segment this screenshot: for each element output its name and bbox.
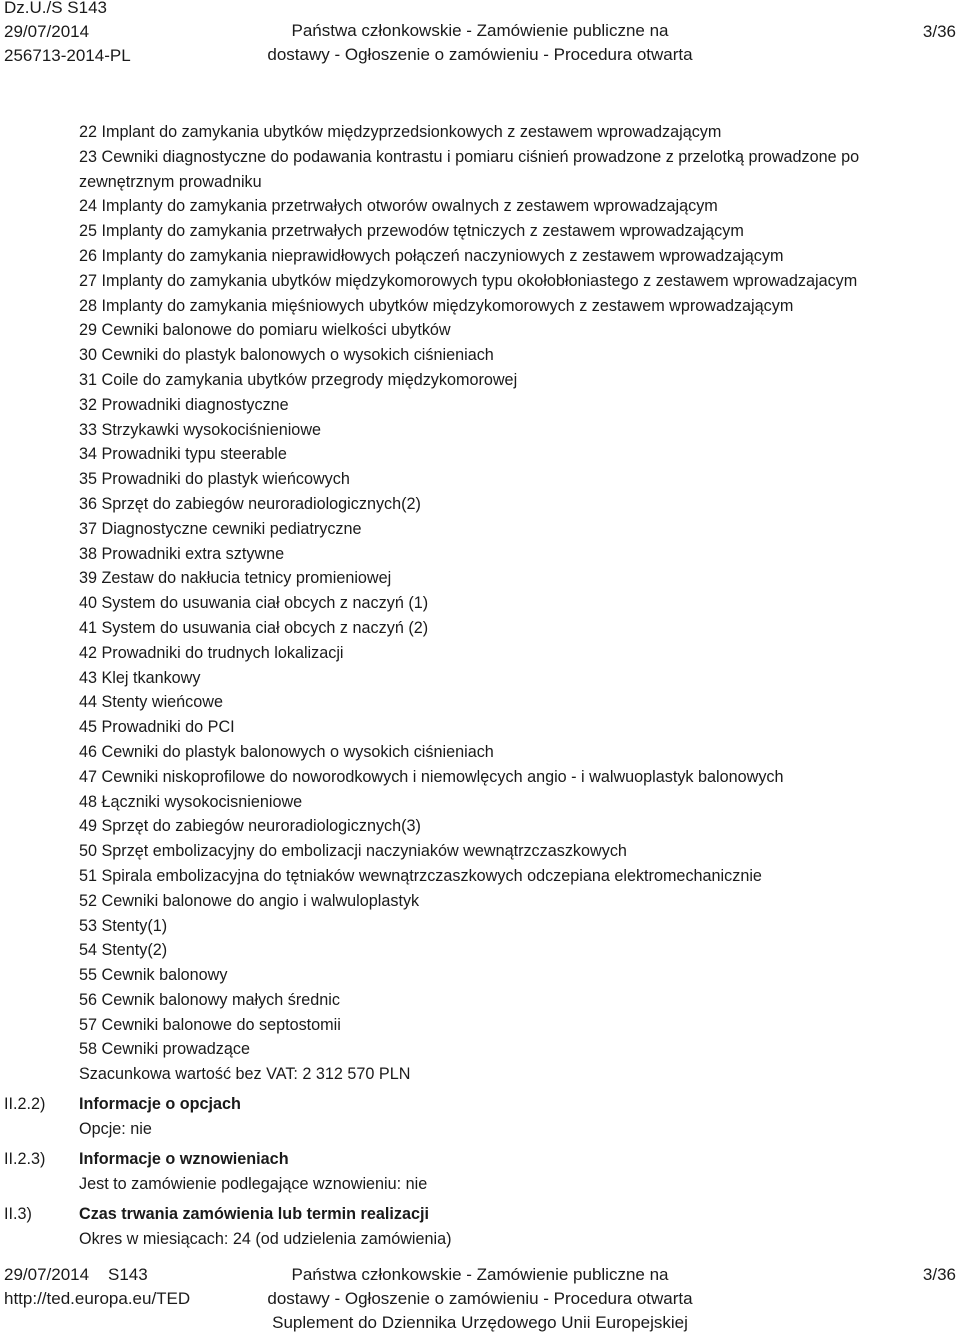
- footer-title-line1: Państwa członkowskie - Zamówienie publiczne na: [291, 1265, 669, 1284]
- footer-title: [0, 1263, 960, 1335]
- list-item: 54 Stenty(2): [79, 941, 168, 960]
- list-item: 39 Zestaw do nakłucia tetnicy promieniowej: [79, 569, 392, 588]
- list-item: 22 Implant do zamykania ubytków międzyprzedsionkowych z zestawem wprowadzającym: [79, 123, 722, 141]
- list-item: 37 Diagnostyczne cewniki pediatryczne: [79, 519, 362, 538]
- list-item: 57 Cewniki balonowe do septostomii: [79, 1015, 341, 1034]
- section-text-options: Opcje: nie: [79, 1119, 152, 1138]
- list-item: 50 Sprzęt embolizacyjny do embolizacji naczyniaków wewnątrzczaszkowych: [79, 842, 627, 861]
- list-item: 33 Strzykawki wysokociśnieniowe: [79, 420, 322, 439]
- list-item: 38 Prowadniki extra sztywne: [79, 544, 285, 563]
- header-title: [0, 19, 960, 67]
- footer-date-ref: 29/07/2014 S143: [4, 1265, 148, 1284]
- list-item: 58 Cewniki prowadzące: [79, 1040, 250, 1059]
- section-number-options: II.2.2): [4, 1095, 46, 1113]
- list-item: 36 Sprzęt do zabiegów neuroradiologicznych(2): [79, 494, 421, 513]
- section-title-duration: Czas trwania zamówienia lub termin realizacji: [79, 1205, 429, 1223]
- lot-list: [79, 120, 949, 1087]
- list-item: 32 Prowadniki diagnostyczne: [79, 395, 289, 414]
- section-title-renewals: Informacje o wznowieniach: [79, 1150, 289, 1168]
- list-item: 45 Prowadniki do PCI: [79, 718, 235, 737]
- list-item: 44 Stenty wieńcowe: [79, 693, 223, 712]
- header-title-line2: dostawy - Ogłoszenie o zamówieniu - Procedura otwarta: [267, 45, 693, 64]
- section-text-renewals: Jest to zamówienie podlegające wznowieniu: nie: [79, 1174, 428, 1193]
- section-duration: [79, 1202, 949, 1252]
- list-item: 52 Cewniki balonowe do angio i walwuloplastyk: [79, 891, 420, 910]
- section-title-options: Informacje o opcjach: [79, 1095, 241, 1113]
- list-item: 35 Prowadniki do plastyk wieńcowych: [79, 470, 350, 489]
- list-item: 49 Sprzęt do zabiegów neuroradiologicznych(3): [79, 817, 421, 836]
- list-item: 47 Cewniki niskoprofilowe do noworodkowych i niemowlęcych angio - i walwuoplastyk balonowych: [79, 767, 784, 786]
- list-item: 30 Cewniki do plastyk balonowych o wysokich ciśnieniach: [79, 346, 494, 365]
- list-item: 53 Stenty(1): [79, 916, 168, 935]
- list-item: 28 Implanty do zamykania mięśniowych ubytków międzykomorowych z zestawem wprowadzającym: [79, 296, 794, 315]
- list-item: 27 Implanty do zamykania ubytków międzykomorowych typu okołobłoniastego z zestawem wprowadzajacym: [79, 271, 858, 290]
- list-item: 26 Implanty do zamykania nieprawidłowych połączeń naczyniowych z zestawem wprowadzającym: [79, 246, 784, 265]
- list-item: 46 Cewniki do plastyk balonowych o wysokich ciśnieniach: [79, 742, 494, 761]
- section-number-duration: II.3): [4, 1205, 32, 1223]
- list-item: 25 Implanty do zamykania przetrwałych przewodów tętniczych z zestawem wprowadzającym: [79, 222, 744, 241]
- list-item: 42 Prowadniki do trudnych lokalizacji: [79, 643, 344, 662]
- footer-url[interactable]: http://ted.europa.eu/TED: [4, 1289, 191, 1308]
- list-item: 51 Spirala embolizacyjna do tętniaków wewnątrzczaszkowych odczepiana elektromechanicznie: [79, 866, 762, 885]
- list-item: 41 System do usuwania ciał obcych z naczyń (2): [79, 618, 429, 637]
- list-item: 48 Łączniki wysokocisnieniowe: [79, 792, 303, 811]
- list-item: 24 Implanty do zamykania przetrwałych otworów owalnych z zestawem wprowadzającym: [79, 197, 718, 216]
- list-item: 34 Prowadniki typu steerable: [79, 445, 287, 464]
- estimated-value: Szacunkowa wartość bez VAT: 2 312 570 PLN: [79, 1065, 411, 1084]
- header-date: 29/07/2014: [4, 22, 90, 41]
- footer-page-number: 3/36: [922, 1265, 956, 1284]
- footer-title-line2: dostawy - Ogłoszenie o zamówieniu - Procedura otwarta: [267, 1289, 693, 1308]
- list-item: 40 System do usuwania ciał obcych z naczyń (1): [79, 594, 429, 613]
- list-item: 55 Cewnik balonowy: [79, 966, 228, 985]
- section-options: [79, 1092, 949, 1142]
- section-number-renewals: II.2.3): [4, 1150, 46, 1168]
- list-item: 29 Cewniki balonowe do pomiaru wielkości ubytków: [79, 321, 451, 340]
- list-item: 43 Klej tkankowy: [79, 668, 201, 687]
- header-page-number: 3/36: [922, 22, 956, 41]
- list-item: 23 Cewniki diagnostyczne do podawania kontrastu i pomiaru ciśnień prowadzone z przelotką prowadzone po zewnętrznym prowadniku: [79, 147, 860, 191]
- section-renewals: [79, 1147, 949, 1197]
- header-title-line1: Państwa członkowskie - Zamówienie publiczne na: [291, 21, 669, 40]
- doc-ref: Dz.U./S S143: [4, 0, 107, 17]
- list-item: 31 Coile do zamykania ubytków przegrody międzykomorowej: [79, 370, 518, 389]
- footer-title-line3: Suplement do Dziennika Urzędowego Unii Europejskiej: [272, 1313, 688, 1332]
- notice-id: 256713-2014-PL: [4, 46, 131, 65]
- section-text-duration: Okres w miesiącach: 24 (od udzielenia zamówienia): [79, 1229, 452, 1248]
- list-item: 56 Cewnik balonowy małych średnic: [79, 990, 340, 1009]
